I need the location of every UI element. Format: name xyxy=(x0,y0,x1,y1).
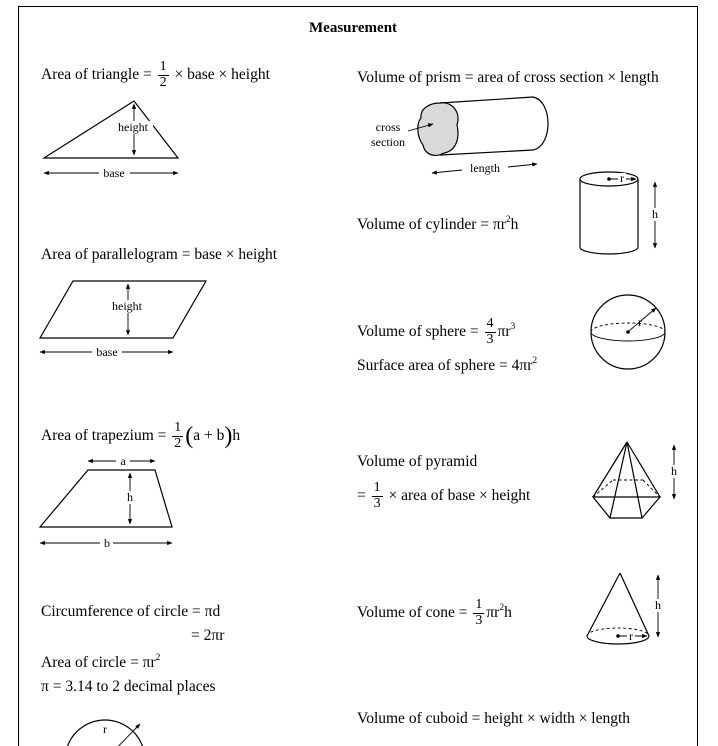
parallelogram-area-formula: Area of parallelogram = base × height xyxy=(41,246,278,263)
trapezium-frac-den: 2 xyxy=(174,435,182,451)
cylinder-formula-sup: 2 xyxy=(505,215,511,225)
trapezium-frac-num: 1 xyxy=(174,420,182,435)
sphere-surface-prefix: Surface area of sphere = 4πr xyxy=(357,357,533,374)
pyramid-line2-prefix: = xyxy=(357,486,370,504)
cone-right-edge xyxy=(620,573,649,636)
cylinder-diagram xyxy=(580,171,660,254)
cone-h-label: h xyxy=(655,598,661,612)
circle-r-label: r xyxy=(103,722,107,736)
sphere-volume-rhs: πr xyxy=(497,322,511,340)
cone-formula-lhs: Volume of cone = xyxy=(357,603,472,621)
circumference-formula-line2: = 2πr xyxy=(191,627,225,644)
prism-length-arrow-right xyxy=(508,164,537,167)
parallelogram-base-label: base xyxy=(96,345,118,359)
pyramid-h-label: h xyxy=(671,464,677,478)
pyramid-frac-den: 3 xyxy=(373,495,381,511)
trapezium-diagram xyxy=(40,454,172,550)
sphere-surface-sup: 2 xyxy=(532,356,538,366)
triangle-diagram xyxy=(44,101,178,180)
cone-formula-rhs: πr xyxy=(486,603,500,621)
circle-area-sup: 2 xyxy=(155,653,161,663)
triangle-frac-num: 1 xyxy=(159,59,167,74)
cylinder-h-label: h xyxy=(652,207,658,221)
cylinder-formula-suffix: h xyxy=(510,216,519,233)
trapezium-shape xyxy=(40,470,172,527)
pyramid-edge-1 xyxy=(593,442,627,497)
trapezium-formula-lhs: Area of trapezium = xyxy=(41,426,171,444)
pyramid-hidden-edge-1 xyxy=(593,480,613,497)
sphere-frac-den: 3 xyxy=(486,331,494,347)
cone-r-label: r xyxy=(629,629,633,643)
parallelogram-diagram xyxy=(40,281,206,359)
trapezium-paren-close: ) xyxy=(224,423,233,450)
pyramid-volume-formula-line1: Volume of pyramid xyxy=(357,453,478,470)
pyramid-base-front xyxy=(593,497,660,518)
triangle-formula-lhs: Area of triangle = xyxy=(41,65,156,83)
cylinder-formula-prefix: Volume of cylinder = πr xyxy=(357,216,506,233)
triangle-height-label: height xyxy=(118,120,148,134)
prism-section-label: section xyxy=(371,135,405,149)
prism-length-label: length xyxy=(470,161,500,175)
prism-volume-formula: Volume of prism = area of cross section × length xyxy=(357,69,659,86)
sphere-frac-num: 4 xyxy=(486,316,494,331)
cone-diagram xyxy=(587,573,663,644)
sphere-diagram xyxy=(591,295,665,369)
triangle-formula-rhs: × base × height xyxy=(170,65,270,83)
cylinder-r-label: r xyxy=(620,171,624,185)
sphere-volume-lhs: Volume of sphere = xyxy=(357,322,483,340)
cylinder-bottom xyxy=(580,247,638,254)
cone-formula-end: h xyxy=(504,603,512,621)
trapezium-paren-open: ( xyxy=(185,423,194,450)
cone-left-edge xyxy=(587,573,620,636)
prism-cross-label: cross xyxy=(375,120,401,134)
pyramid-frac-num: 1 xyxy=(373,480,381,495)
pi-note: π = 3.14 to 2 decimal places xyxy=(41,678,216,695)
trapezium-formula-end: h xyxy=(232,426,241,444)
prism-diagram xyxy=(371,97,548,175)
prism-length-arrow-left xyxy=(432,170,462,173)
pyramid-line2-rhs: × area of base × height xyxy=(384,486,531,504)
circumference-formula-line1: Circumference of circle = πd xyxy=(41,603,221,620)
trapezium-h-label: h xyxy=(127,490,133,504)
triangle-shape xyxy=(44,101,178,158)
cuboid-volume-formula: Volume of cuboid = height × width × length xyxy=(357,710,631,727)
trapezium-b-label: b xyxy=(104,536,110,550)
trapezium-a-label: a xyxy=(120,454,126,468)
triangle-base-label: base xyxy=(103,166,125,180)
prism-cross-section xyxy=(418,103,458,156)
triangle-frac-den: 2 xyxy=(159,74,167,90)
sphere-radius-arrow xyxy=(629,308,656,331)
cone-formula-sup: 2 xyxy=(499,602,505,613)
parallelogram-height-label: height xyxy=(112,299,142,313)
sheet-title: Measurement xyxy=(309,20,398,36)
circle-area-prefix: Area of circle = πr xyxy=(41,654,156,671)
cone-frac-num: 1 xyxy=(475,597,483,612)
pyramid-diagram xyxy=(593,442,679,518)
cone-frac-den: 3 xyxy=(475,612,483,628)
sphere-r-label: r xyxy=(638,315,642,329)
trapezium-paren-inner: a + b xyxy=(193,426,225,444)
sphere-volume-sup: 3 xyxy=(510,321,516,332)
